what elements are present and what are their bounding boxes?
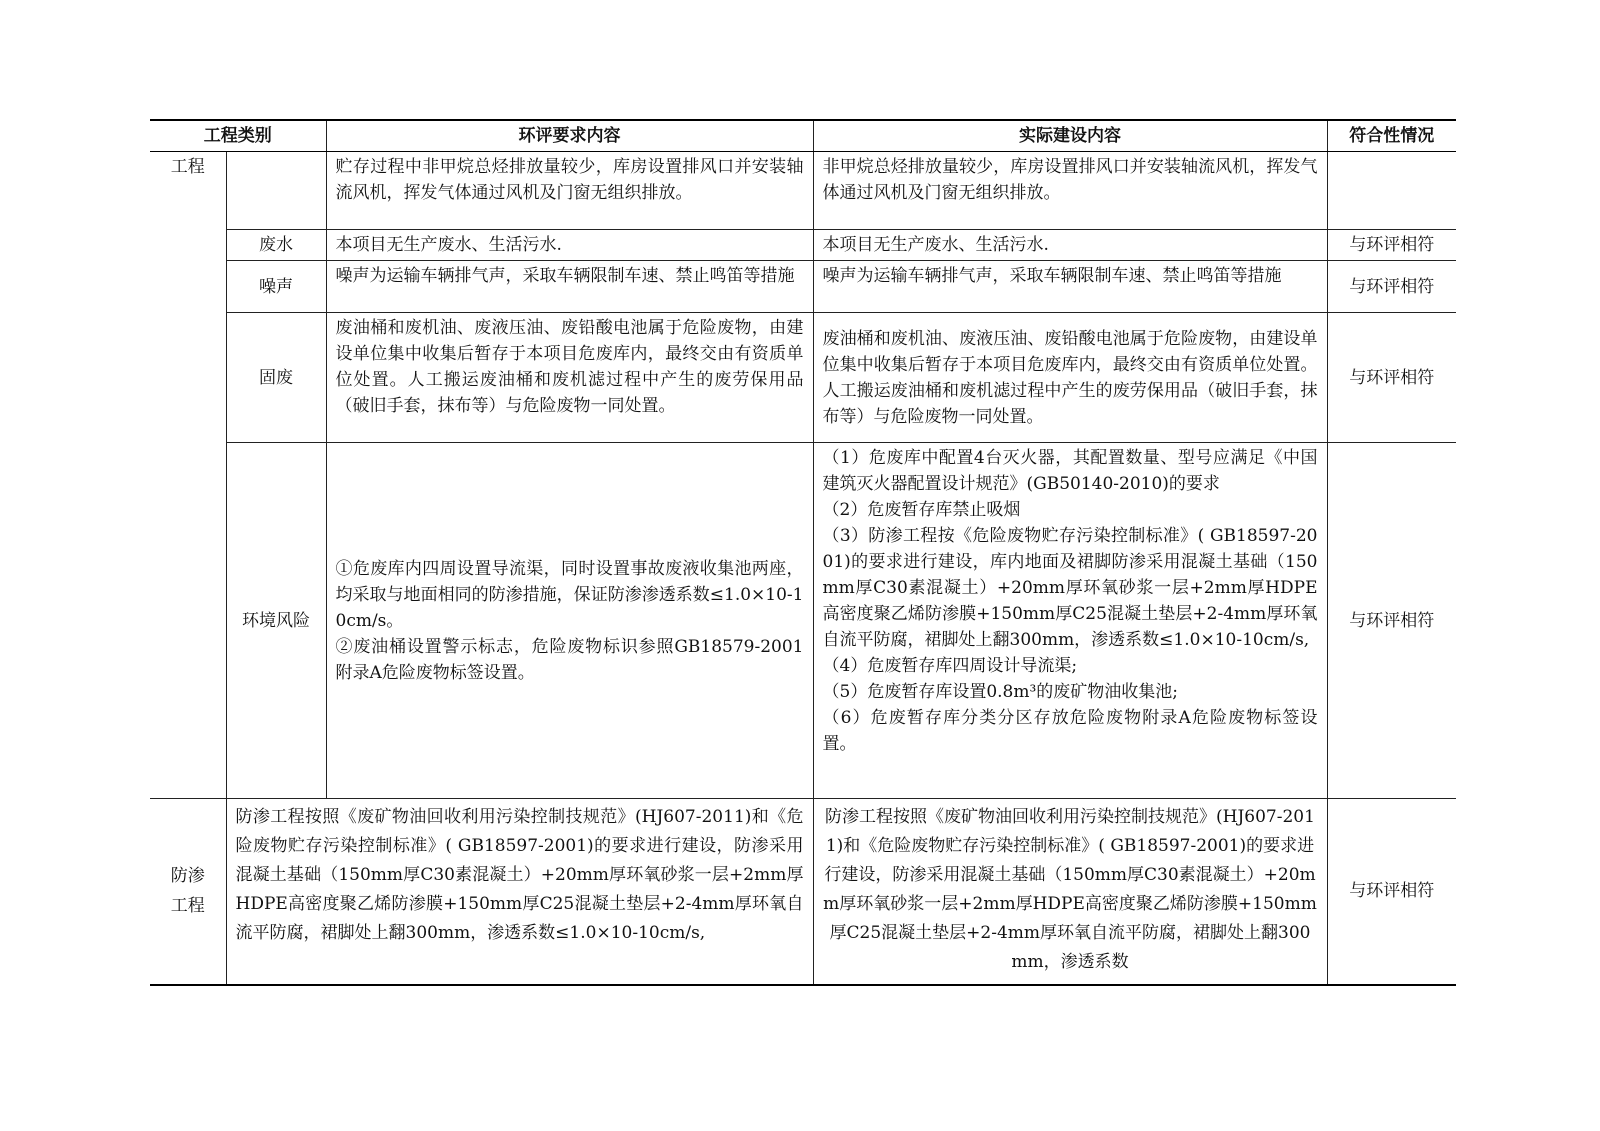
compliance-cell-seepage-prevention: 与环评相符 bbox=[1327, 799, 1456, 985]
actual-risk-item-5: （5）危废暂存库设置0.8m³的废矿物油收集池; bbox=[822, 682, 1179, 702]
actual-cell-solid-waste: 废油桶和废机油、废液压油、废铅酸电池属于危险废物，由建设单位集中收集后暂存于本项目危废库内，最终交由有资质单位处置。人工搬运废油桶和废机滤过程中产生的废劳保用品（破旧手套，抹布等）与危险废物一同处置。 bbox=[813, 313, 1327, 443]
table-row-solid-waste bbox=[150, 313, 1456, 443]
compliance-cell-gas bbox=[1327, 152, 1456, 230]
subcategory-cell-environmental-risk: 环境风险 bbox=[226, 443, 326, 799]
table-header-row bbox=[150, 120, 1456, 152]
subcategory-cell-solid-waste: 固废 bbox=[226, 313, 326, 443]
table-row-noise bbox=[150, 261, 1456, 313]
table-row-seepage-prevention bbox=[150, 799, 1456, 985]
category-cell-seepage-prevention bbox=[150, 799, 226, 985]
subcategory-cell-wastewater: 废水 bbox=[226, 230, 326, 261]
header-compliance: 符合性情况 bbox=[1327, 120, 1456, 152]
actual-risk-item-6: （6）危废暂存库分类分区存放危险废物附录A危险废物标签设置。 bbox=[822, 708, 1318, 754]
category-label-seepage-prevention: 防渗工程 bbox=[170, 866, 205, 917]
eia-cell-noise: 噪声为运输车辆排气声，采取车辆限制车速、禁止鸣笛等措施 bbox=[326, 261, 813, 313]
actual-risk-item-4: （4）危废暂存库四周设计导流渠; bbox=[822, 656, 1078, 676]
eia-risk-item-2: ②废油桶设置警示标志，危险废物标识参照GB18579-2001附录A危险废物标签设置。 bbox=[335, 636, 804, 683]
subcategory-cell-gas bbox=[226, 152, 326, 230]
actual-cell-wastewater: 本项目无生产废水、生活污水. bbox=[813, 230, 1327, 261]
header-actual-construction: 实际建设内容 bbox=[813, 120, 1327, 152]
actual-risk-item-2: （2）危废暂存库禁止吸烟 bbox=[822, 500, 1021, 520]
table-row-wastewater bbox=[150, 230, 1456, 261]
compliance-table bbox=[150, 119, 1456, 986]
actual-risk-item-3: （3）防渗工程按《危险废物贮存污染控制标准》( GB18597-2001)的要求进行建设，库内地面及裙脚防渗采用混凝土基础（150mm厚C30素混凝土）+20mm厚环氧砂浆一层+2mm厚HDPE高密度聚乙烯防渗膜+150mm厚C25混凝土垫层+2-4mm厚环氧自流平防腐，裙脚处上翻300mm，渗透系数≤1.0×10-10cm/s, bbox=[822, 526, 1318, 650]
compliance-cell-noise: 与环评相符 bbox=[1327, 261, 1456, 313]
table-row-environmental-risk bbox=[150, 443, 1456, 799]
eia-cell-wastewater: 本项目无生产废水、生活污水. bbox=[326, 230, 813, 261]
eia-risk-item-1: ①危废库内四周设置导流渠，同时设置事故废液收集池两座，均采取与地面相同的防渗措施，保证防渗渗透系数≤1.0×10-10cm/s。 bbox=[335, 558, 804, 631]
actual-cell-environmental-risk bbox=[813, 443, 1327, 799]
category-cell-engineering: 工程 bbox=[150, 152, 226, 799]
eia-cell-gas: 贮存过程中非甲烷总烃排放量较少，库房设置排风口并安装轴流风机，挥发气体通过风机及门窗无组织排放。 bbox=[326, 152, 813, 230]
compliance-cell-environmental-risk: 与环评相符 bbox=[1327, 443, 1456, 799]
eia-cell-solid-waste: 废油桶和废机油、废液压油、废铅酸电池属于危险废物，由建设单位集中收集后暂存于本项目危废库内，最终交由有资质单位处置。人工搬运废油桶和废机滤过程中产生的废劳保用品（破旧手套，抹布等）与危险废物一同处置。 bbox=[326, 313, 813, 443]
subcategory-cell-noise: 噪声 bbox=[226, 261, 326, 313]
actual-cell-seepage-prevention: 防渗工程按照《废矿物油回收利用污染控制技规范》(HJ607-2011)和《危险废物贮存污染控制标准》( GB18597-2001)的要求进行建设，防渗采用混凝土基础（150mm厚C30素混凝土）+20mm厚环氧砂浆一层+2mm厚HDPE高密度聚乙烯防渗膜+150mm厚C25混凝土垫层+2-4mm厚环氧自流平防腐，裙脚处上翻300mm，渗透系数 bbox=[813, 799, 1327, 985]
header-eia-requirement: 环评要求内容 bbox=[326, 120, 813, 152]
actual-cell-gas: 非甲烷总烃排放量较少，库房设置排风口并安装轴流风机，挥发气体通过风机及门窗无组织排放。 bbox=[813, 152, 1327, 230]
actual-risk-item-1: （1）危废库中配置4台灭火器，其配置数量、型号应满足《中国建筑灭火器配置设计规范》(GB50140-2010)的要求 bbox=[822, 448, 1318, 494]
eia-cell-seepage-prevention: 防渗工程按照《废矿物油回收利用污染控制技规范》(HJ607-2011)和《危险废物贮存污染控制标准》( GB18597-2001)的要求进行建设，防渗采用混凝土基础（150mm厚C30素混凝土）+20mm厚环氧砂浆一层+2mm厚HDPE高密度聚乙烯防渗膜+150mm厚C25混凝土垫层+2-4mm厚环氧自流平防腐，裙脚处上翻300mm，渗透系数≤1.0×10-10cm/s, bbox=[226, 799, 813, 985]
compliance-cell-wastewater: 与环评相符 bbox=[1327, 230, 1456, 261]
header-category: 工程类别 bbox=[150, 120, 326, 152]
actual-cell-noise: 噪声为运输车辆排气声，采取车辆限制车速、禁止鸣笛等措施 bbox=[813, 261, 1327, 313]
compliance-cell-solid-waste: 与环评相符 bbox=[1327, 313, 1456, 443]
eia-cell-environmental-risk bbox=[326, 443, 813, 799]
table-row-gas bbox=[150, 152, 1456, 230]
